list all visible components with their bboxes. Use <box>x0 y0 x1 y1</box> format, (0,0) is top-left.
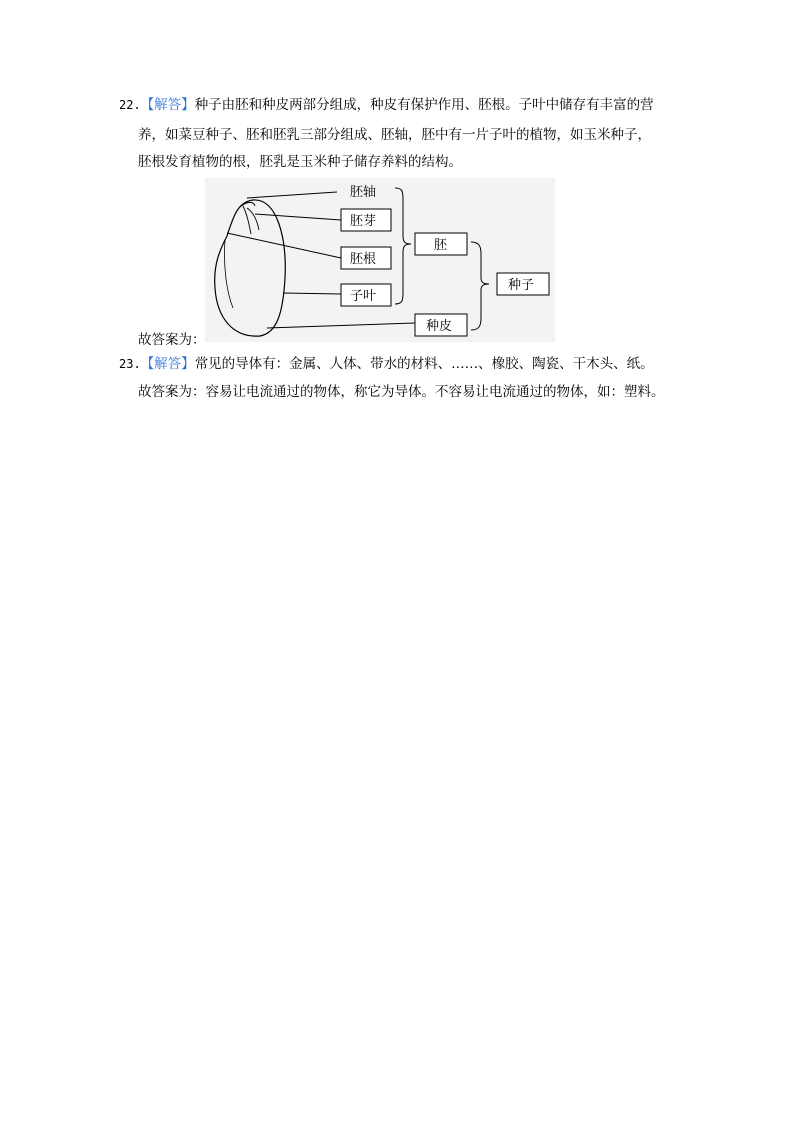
q22-text-1: 种子由胚和种皮两部分组成，种皮有保护作用、胚根。子叶中储存有丰富的营 <box>194 97 654 113</box>
q22-answer: 故答案为： <box>138 332 206 348</box>
q23-text-1: 常见的导体有：金属、人体、带水的材料、……、橡胶、陶瓷、干木头、纸。 <box>194 356 654 372</box>
label-seed: 种子 <box>508 278 535 293</box>
label-cotyledon: 子叶 <box>350 289 377 304</box>
answer-tag: 【解答】 <box>140 97 195 113</box>
label-seed-coat: 种皮 <box>426 319 453 334</box>
label-radicle: 胚根 <box>350 252 377 267</box>
q23-answer: 故答案为：容易让电流通过的物体，称它为导体。不容易让电流通过的物体，如：塑料。 <box>138 384 665 400</box>
seed-structure-diagram <box>205 178 555 342</box>
answer-tag: 【解答】 <box>140 356 195 372</box>
q23-line-1 <box>119 354 654 374</box>
q22-line-3: 胚根发育植物的根，胚乳是玉米种子储存养料的结构。 <box>138 154 462 170</box>
label-hypocotyl: 胚轴 <box>350 185 377 200</box>
q22-line-2: 养，如菜豆种子、胚和胚乳三部分组成、胚轴，胚中有一片子叶的植物，如玉米种子， <box>138 127 651 143</box>
question-number: 22. <box>119 98 141 112</box>
label-embryo: 胚 <box>434 238 448 253</box>
q22-line-1 <box>119 95 654 115</box>
question-number: 23. <box>119 357 141 371</box>
label-plumule: 胚芽 <box>350 214 377 229</box>
